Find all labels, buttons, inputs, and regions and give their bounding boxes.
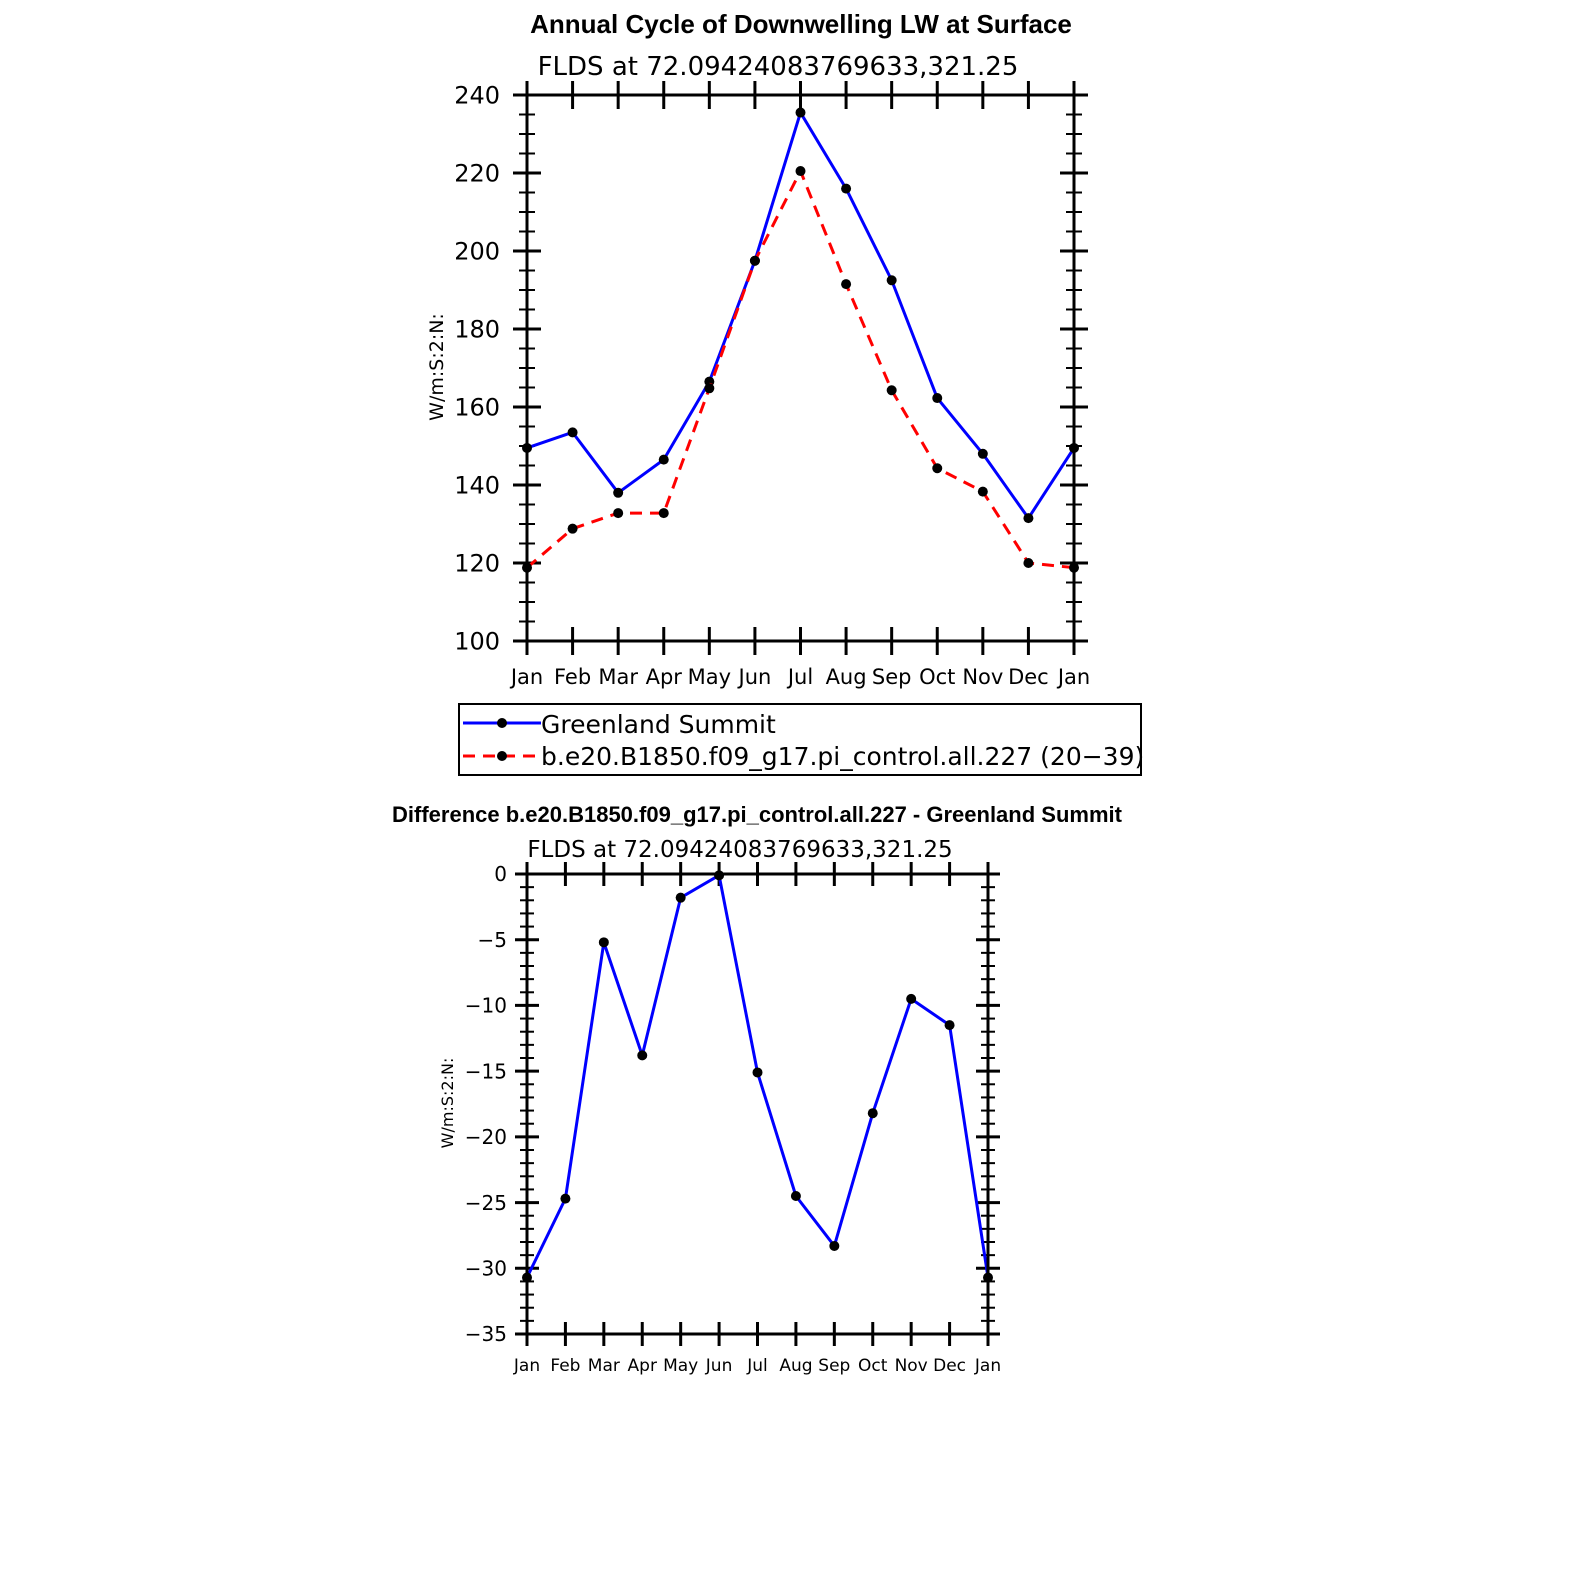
x-tick-label-top: Jun — [738, 665, 772, 689]
x-tick-label-top: Jan — [510, 665, 544, 689]
data-point-top-2 — [1023, 558, 1033, 568]
chart-top — [426, 9, 1144, 775]
y-tick-label-top: 160 — [454, 393, 500, 422]
legend-marker-series-1 — [497, 718, 507, 728]
series-line-top-2 — [527, 171, 1074, 568]
x-tick-label-bottom: Sep — [818, 1356, 851, 1376]
data-point-bottom-1 — [637, 1050, 647, 1060]
data-point-top-2 — [796, 166, 806, 176]
data-point-top-2 — [932, 463, 942, 473]
x-tick-label-bottom: Apr — [627, 1356, 657, 1376]
x-tick-label-bottom: Jan — [513, 1356, 541, 1376]
x-tick-label-bottom: Oct — [858, 1356, 888, 1376]
y-tick-label-bottom: 0 — [494, 862, 507, 887]
data-point-bottom-1 — [676, 893, 686, 903]
data-point-top-2 — [887, 385, 897, 395]
chart-top-ylabel: W/m:S:2:N: — [426, 313, 448, 421]
x-tick-label-top: Oct — [919, 665, 956, 689]
data-point-top-2 — [568, 524, 578, 534]
x-tick-label-bottom: May — [663, 1356, 699, 1376]
data-point-top-2 — [659, 508, 669, 518]
y-tick-label-bottom: −10 — [464, 993, 507, 1018]
data-point-bottom-1 — [945, 1020, 955, 1030]
chart-top-legend — [459, 704, 1144, 775]
chart-top-ticks — [454, 81, 1090, 689]
data-point-bottom-1 — [791, 1191, 801, 1201]
data-point-bottom-1 — [560, 1194, 570, 1204]
data-point-bottom-1 — [753, 1067, 763, 1077]
x-tick-label-top: Nov — [962, 665, 1004, 689]
data-point-top-1 — [613, 488, 623, 498]
data-point-bottom-1 — [829, 1241, 839, 1251]
data-point-top-1 — [568, 427, 578, 437]
chart-top-title: Annual Cycle of Downwelling LW at Surface — [530, 9, 1072, 39]
x-tick-label-bottom: Jun — [705, 1356, 733, 1376]
y-tick-label-bottom: −20 — [464, 1125, 507, 1150]
x-tick-label-bottom: Nov — [894, 1356, 928, 1376]
data-point-top-1 — [659, 455, 669, 465]
x-tick-label-bottom: Feb — [550, 1356, 581, 1376]
y-tick-label-top: 220 — [454, 159, 500, 188]
data-point-top-1 — [887, 275, 897, 285]
x-tick-label-bottom: Aug — [779, 1356, 813, 1376]
data-point-top-2 — [978, 487, 988, 497]
chart-bottom-title: Difference b.e20.B1850.f09_g17.pi_control.all.227 - Greenland Summit — [392, 802, 1122, 827]
y-tick-label-bottom: −35 — [464, 1322, 507, 1347]
data-point-bottom-1 — [906, 994, 916, 1004]
x-tick-label-top: Apr — [645, 665, 682, 689]
chart-bottom-series — [522, 870, 993, 1282]
data-point-top-2 — [704, 383, 714, 393]
y-tick-label-top: 140 — [454, 471, 500, 500]
y-tick-label-top: 240 — [454, 81, 500, 110]
legend-label-series-1: Greenland Summit — [541, 710, 776, 739]
x-tick-label-top: Jan — [1057, 665, 1091, 689]
y-tick-label-bottom: −30 — [464, 1256, 507, 1281]
data-point-top-1 — [1023, 513, 1033, 523]
x-tick-label-top: Feb — [553, 665, 592, 689]
x-tick-label-top: Dec — [1008, 665, 1049, 689]
data-point-top-1 — [978, 449, 988, 459]
chart-bottom-subtitle: FLDS at 72.09424083769633,321.25 — [527, 837, 953, 863]
y-tick-label-top: 180 — [454, 315, 500, 344]
x-tick-label-top: Sep — [871, 665, 912, 689]
data-point-bottom-1 — [599, 937, 609, 947]
chart-top-series — [522, 108, 1079, 573]
chart-bottom-frame — [527, 874, 988, 1334]
chart-bottom — [392, 802, 1123, 1376]
data-point-bottom-1 — [868, 1108, 878, 1118]
legend-label-series-2: b.e20.B1850.f09_g17.pi_control.all.227 (20−39) — [541, 742, 1145, 771]
data-point-top-1 — [796, 108, 806, 118]
x-tick-label-bottom: Mar — [587, 1356, 620, 1376]
y-tick-label-top: 120 — [454, 549, 500, 578]
chart-top-subtitle: FLDS at 72.09424083769633,321.25 — [537, 52, 1019, 82]
legend-marker-series-2 — [497, 751, 507, 761]
y-tick-label-bottom: −5 — [477, 927, 507, 952]
y-tick-label-top: 200 — [454, 237, 500, 266]
data-point-top-1 — [932, 393, 942, 403]
x-tick-label-top: Jul — [787, 665, 814, 689]
data-point-top-2 — [841, 279, 851, 289]
y-tick-label-bottom: −25 — [464, 1190, 507, 1215]
x-tick-label-bottom: Jul — [747, 1356, 768, 1376]
data-point-top-2 — [750, 256, 760, 266]
data-point-top-1 — [841, 184, 851, 194]
y-tick-label-bottom: −15 — [464, 1059, 507, 1084]
x-tick-label-bottom: Dec — [933, 1356, 967, 1376]
x-tick-label-top: Aug — [825, 665, 867, 689]
x-tick-label-top: May — [687, 665, 732, 689]
chart-bottom-ylabel: W/m:S:2:N: — [438, 1057, 457, 1149]
x-tick-label-bottom: Jan — [974, 1356, 1002, 1376]
data-point-top-2 — [613, 508, 623, 518]
y-tick-label-top: 100 — [454, 627, 500, 656]
x-tick-label-top: Mar — [598, 665, 638, 689]
chart-top-frame — [527, 95, 1074, 641]
